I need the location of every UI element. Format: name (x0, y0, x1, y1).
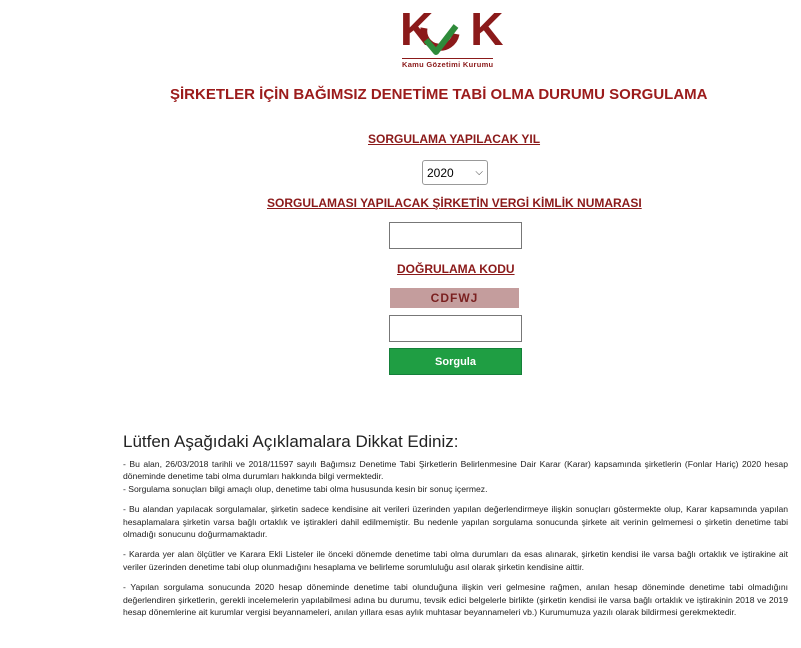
verification-input[interactable] (389, 315, 522, 342)
notice-paragraph: - Kararda yer alan ölçütler ve Karara Ekli Listeler ile önceki dönemde denetime tabi olma durumları da esas alınarak, şirketin kendisi ile varsa bağlı ortaklık ve iştirakine ait veriler üzerinden denetime tabi olup olunmadığını hesaplama ve belirleme sorumluluğu asıl olarak şirketin kendisine aittir. (123, 549, 788, 572)
year-label: SORGULAMA YAPILACAK YIL (368, 132, 541, 146)
notice-paragraph: - Bu alandan yapılacak sorgulamalar, şirketin sadece kendisine ait verileri üzerinden yapılan değerlendirmeye ilişkin sonuçları göstermekte olup, Karar kapsamında yapılan hesaplamalara şirketin varsa bağlı ortaklık ve iştirakleri dahil edilmemiştir. Bu nedenle yapılan sorgulama sonucunda şirkete ait verinin gelmemesi o şirketin denetime tabi olmadığı sonucunu doğurmamaktadır. (123, 504, 788, 540)
notice-paragraph: - Bu alan, 26/03/2018 tarihli ve 2018/11597 sayılı Bağımsız Denetime Tabi Şirketlerin Belirlenmesine Dair Karar (Karar) kapsamında şirketlerin (Fonlar Hariç) 2020 hesap döneminde denetime tabi olma durumları hakkında bilgi vermektedir. (123, 459, 788, 482)
notice-paragraph: - Sorgulama sonuçları bilgi amaçlı olup, denetime tabi olma hususunda kesin bir sonuç içermez. (123, 483, 488, 494)
notice-list (123, 458, 788, 626)
page-title: ŞİRKETLER İÇİN BAĞIMSIZ DENETİME TABİ OLMA DURUMU SORGULAMA (170, 86, 708, 103)
notice-paragraph: - Yapılan sorgulama sonucunda 2020 hesap döneminde denetime tabi olunduğuna ilişkin veri gelmesine rağmen, anılan hesap döneminde denetime tabi olmadığını değerlendiren şirketlerin, gerekli incelemelerin yapılabilmesi adına bu durumu, tevsik edici belgelerle birlikte (şirketin kendisi ile varsa bağlı ortaklık ve iştirakinin 2018 ve 2019 hesap dönemlerine ait kurumlar vergisi beyannameleri, anılan yıllara esas aylık muhtasar beyannameleri vb.) Kurumumuza yazılı olarak bildirmesi gerekmektedir. (123, 582, 788, 618)
kgk-logo (400, 3, 512, 69)
logo-subtitle: Kamu Gözetimi Kurumu (402, 60, 494, 69)
captcha-image: CDFWJ (390, 288, 519, 308)
year-select[interactable] (422, 160, 488, 185)
logo-check-icon (418, 20, 460, 60)
notice-title: Lütfen Aşağıdaki Açıklamalara Dikkat Ediniz: (123, 432, 459, 451)
chevron-down-icon: ⌵ (475, 167, 483, 178)
query-button[interactable]: Sorgula (389, 348, 522, 375)
year-select-value: 2020 (427, 165, 454, 180)
verification-label: DOĞRULAMA KODU (397, 262, 515, 276)
tax-id-label: SORGULAMASI YAPILACAK ŞİRKETİN VERGİ KİMLİK NUMARASI (267, 196, 642, 210)
logo-letters: K K (400, 3, 503, 55)
tax-id-input[interactable] (389, 222, 522, 249)
